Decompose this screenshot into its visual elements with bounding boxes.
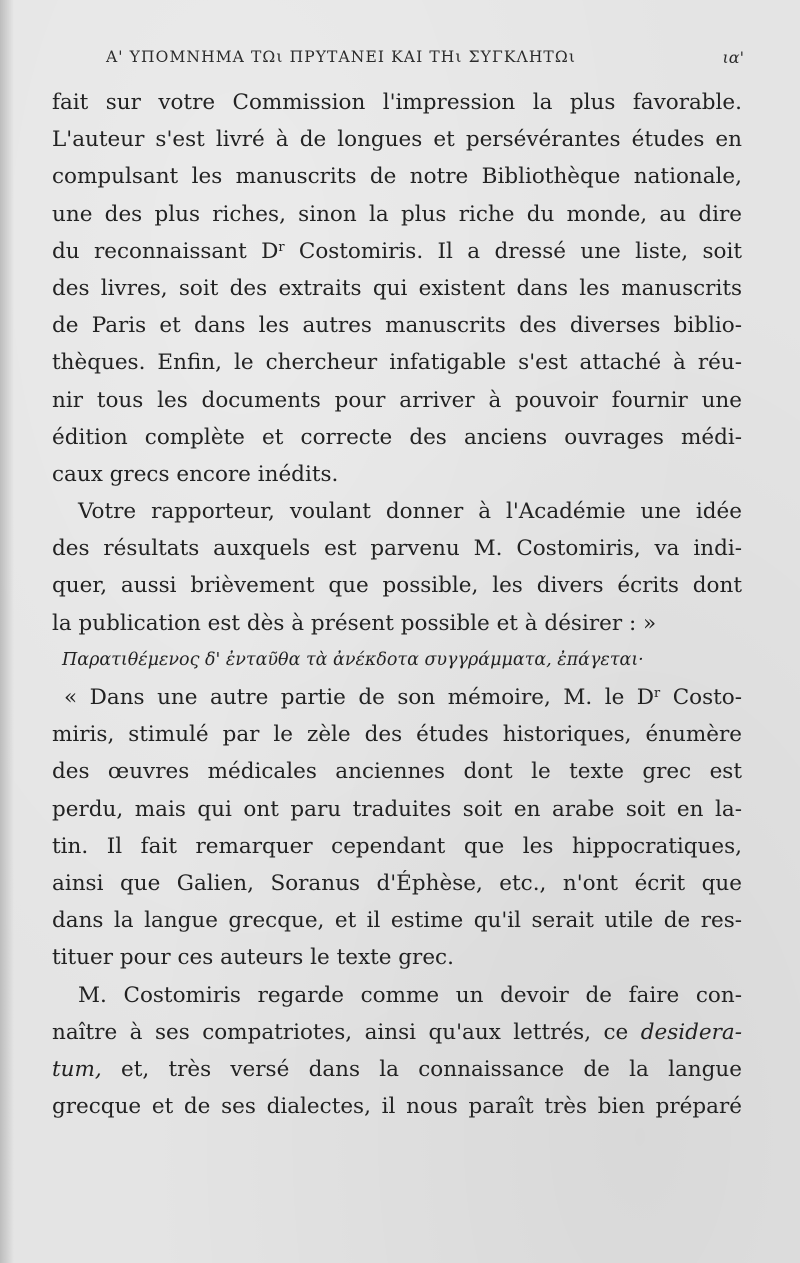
text-line: tituer pour ces auteurs le texte grec. xyxy=(52,945,454,971)
text-line: une des plus riches, sinon la plus riche du monde, au dire xyxy=(52,201,742,227)
line-text: naître à ses compatriotes, ainsi qu'aux lettrés, ce xyxy=(52,1019,641,1045)
line-text: Costomiris. Il a dressé une liste, soit xyxy=(284,238,742,264)
text-line: dans la langue grecque, et il estime qu'il serait utile de res- xyxy=(52,908,742,934)
text-line: grecque et de ses dialectes, il nous paraît très bien préparé xyxy=(52,1094,742,1120)
text-line: perdu, mais qui ont paru traduites soit en arabe soit en la- xyxy=(52,796,742,822)
line-text: et, très versé dans la connaissance de la langue xyxy=(101,1056,742,1082)
line-text: « Dans une autre partie de son mémoire, M. le D xyxy=(64,685,655,710)
text-line: des œuvres médicales anciennes dont le texte grec est xyxy=(52,759,742,785)
text-line: tin. Il fait remarquer cependant que les hippocratiques, xyxy=(52,833,742,859)
text-line: fait sur votre Commission l'impression la plus favorable. xyxy=(52,90,742,115)
text-line: miris, stimulé par le zèle des études historiques, énumère xyxy=(52,722,742,748)
abbreviation-superscript: r xyxy=(278,239,285,255)
page-number: ια' xyxy=(722,48,744,67)
text-line: thèques. Enfin, le chercheur infatigable s'est attaché à réu- xyxy=(52,350,742,376)
text-line xyxy=(52,1014,742,1051)
text-line: compulsant les manuscrits de notre Bibliothèque nationale, xyxy=(52,164,742,190)
text-line: M. Costomiris regarde comme un devoir de faire con- xyxy=(78,982,742,1008)
text-line: édition complète et correcte des anciens ouvrages médi- xyxy=(52,424,742,450)
text-line: L'auteur s'est livré à de longues et persévérantes études en xyxy=(52,127,742,153)
text-line: des livres, soit des extraits qui existent dans les manuscrits xyxy=(52,275,742,301)
text-line: nir tous les documents pour arriver à pouvoir fournir une xyxy=(52,387,742,413)
page-gutter-shadow xyxy=(0,0,14,1263)
text-line xyxy=(52,1051,742,1088)
text-line: ainsi que Galien, Soranus d'Éphèse, etc., n'ont écrit que xyxy=(52,870,742,896)
running-header xyxy=(0,44,800,74)
text-line xyxy=(52,679,742,716)
italic-word: desidera- xyxy=(640,1019,742,1045)
text-line: quer, aussi brièvement que possible, les divers écrits dont xyxy=(52,573,742,599)
line-text: du reconnaissant D xyxy=(52,238,279,264)
body-text xyxy=(52,84,742,1125)
running-title: Α' ΥΠΟΜΝΗΜΑ ΤΩι ΠΡΥΤΑΝΕΙ ΚΑΙ ΤΗι ΣΥΓΚΛΗΤΩι xyxy=(106,48,576,66)
greek-line: Παρατιθέμενος δ' ἐνταῦθα τὰ ἀνέκδοτα συγγράμματα, ἐπάγεται· xyxy=(62,649,644,670)
line-text: Costo- xyxy=(660,685,742,710)
text-line xyxy=(52,233,742,270)
abbreviation-superscript: r xyxy=(654,685,661,701)
text-line: des résultats auxquels est parvenu M. Costomiris, va indi- xyxy=(52,536,742,562)
italic-word: tum, xyxy=(52,1056,102,1082)
text-line: Votre rapporteur, voulant donner à l'Académie une idée xyxy=(78,499,742,525)
text-line: de Paris et dans les autres manuscrits des diverses biblio- xyxy=(52,313,742,339)
text-line: la publication est dès à présent possible et à désirer : » xyxy=(52,610,657,636)
text-line: caux grecs encore inédits. xyxy=(52,461,339,487)
